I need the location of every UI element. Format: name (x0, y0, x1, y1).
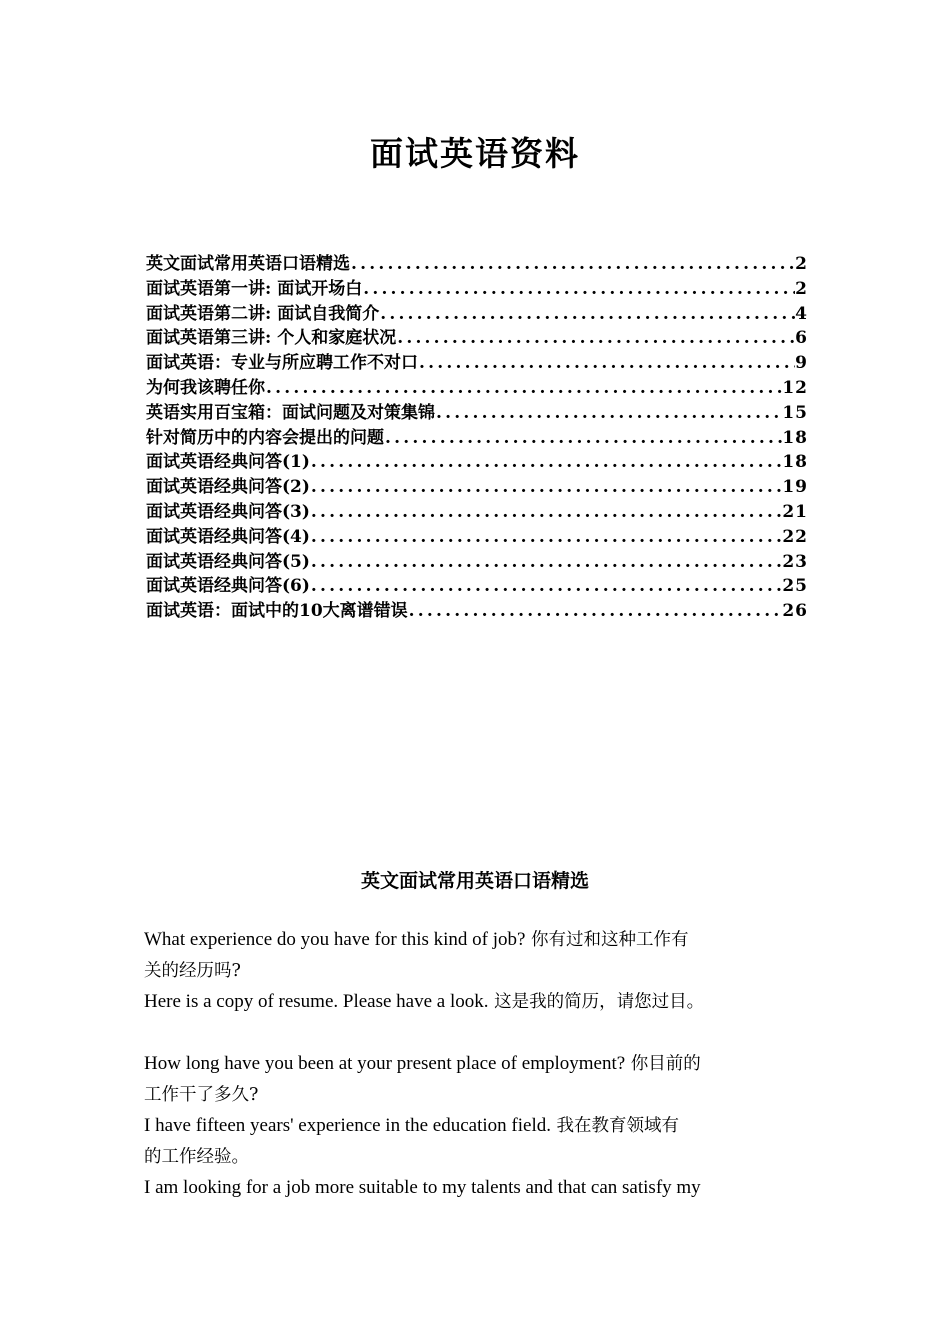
toc-page-number: 18 (782, 452, 808, 473)
english-text: How long have you been at your present place of employment? (144, 1053, 626, 1074)
toc-dot-leader (351, 254, 795, 274)
chinese-text: 你目前的 (625, 1054, 701, 1074)
toc-page-number: 6 (795, 328, 808, 349)
toc-entry-title: 面试英语经典问答(2) (146, 477, 310, 497)
section-heading: 英文面试常用英语口语精选 (360, 870, 589, 892)
chinese-text: 工作干了多久? (144, 1085, 259, 1105)
toc-entry[interactable] (146, 472, 808, 497)
body-line (144, 955, 824, 986)
english-text: What experience do you have for this kind of job? (144, 929, 526, 950)
toc-dot-leader (397, 328, 795, 348)
toc-page-number: 22 (782, 526, 808, 547)
table-of-contents (146, 249, 808, 621)
chinese-text: 你有过和这种工作有 (525, 930, 689, 950)
toc-dot-leader (311, 502, 782, 522)
toc-entry-title: 面试英语经典问答(3) (146, 501, 310, 522)
toc-page-number: 19 (782, 477, 808, 497)
english-text: I have fifteen years' experience in the education field. (144, 1115, 551, 1136)
toc-entry[interactable] (146, 398, 808, 423)
body-line (144, 1172, 824, 1203)
toc-entry[interactable] (146, 348, 808, 373)
toc-dot-leader (266, 378, 782, 398)
body-line (144, 1048, 824, 1079)
toc-dot-leader (419, 353, 795, 373)
toc-page-number: 23 (782, 551, 808, 572)
body-line (144, 1110, 824, 1141)
toc-dot-leader (363, 279, 795, 299)
toc-page-number: 9 (795, 353, 808, 373)
toc-entry[interactable] (146, 299, 808, 324)
toc-entry-title: 为何我该聘任你 (146, 377, 265, 398)
toc-page-number: 4 (795, 303, 808, 324)
document-title: 面试英语资料 (370, 134, 580, 173)
toc-entry-title: 面试英语第二讲: 面试自我简介 (146, 303, 380, 324)
english-text: Here is a copy of resume. Please have a look. (144, 991, 489, 1012)
toc-entry[interactable] (146, 596, 808, 621)
toc-entry[interactable] (146, 373, 808, 398)
toc-entry-title: 英文面试常用英语口语精选 (146, 254, 350, 274)
chinese-text: 这是我的简历，请您过目。 (488, 992, 705, 1012)
toc-dot-leader (380, 304, 795, 324)
toc-page-number: 21 (782, 501, 808, 522)
blank-line (144, 1017, 824, 1048)
toc-page-number: 26 (782, 601, 808, 621)
body-line (144, 986, 824, 1017)
toc-entry[interactable] (146, 571, 808, 596)
toc-entry-title: 面试英语：专业与所应聘工作不对口 (146, 353, 418, 373)
chinese-text: 的工作经验。 (144, 1147, 249, 1167)
english-text: I am looking for a job more suitable to my talents and that can satisfy my (144, 1177, 701, 1198)
toc-entry[interactable] (146, 522, 808, 547)
toc-page-number: 25 (782, 576, 808, 597)
toc-dot-leader (311, 527, 782, 547)
toc-page-number: 18 (782, 427, 808, 448)
toc-entry-title: 面试英语经典问答(4) (146, 526, 310, 547)
toc-page-number: 15 (782, 402, 808, 423)
toc-entry-title: 面试英语第三讲: 个人和家庭状况 (146, 328, 397, 349)
toc-page-number: 2 (795, 254, 808, 274)
body-line (144, 924, 824, 955)
toc-entry-title: 面试英语经典问答(6) (146, 576, 310, 597)
body-line (144, 1141, 824, 1172)
toc-dot-leader (409, 601, 783, 621)
toc-entry-title: 针对简历中的内容会提出的问题 (146, 427, 384, 448)
toc-page-number: 12 (782, 377, 808, 398)
toc-dot-leader (311, 477, 782, 497)
toc-dot-leader (385, 428, 782, 448)
toc-entry[interactable] (146, 274, 808, 299)
toc-dot-leader (311, 576, 782, 596)
toc-entry-title: 面试英语经典问答(1) (146, 452, 310, 473)
toc-entry-title: 英语实用百宝箱：面试问题及对策集锦 (146, 402, 435, 423)
toc-dot-leader (311, 552, 782, 572)
chinese-text: 我在教育领域有 (550, 1116, 680, 1136)
toc-entry-title: 面试英语经典问答(5) (146, 551, 310, 572)
toc-entry[interactable] (146, 547, 808, 572)
toc-dot-leader (436, 403, 782, 423)
toc-entry[interactable] (146, 447, 808, 472)
toc-entry-title: 面试英语第一讲: 面试开场白 (146, 278, 363, 299)
toc-page-number: 2 (795, 278, 808, 299)
toc-entry[interactable] (146, 497, 808, 522)
toc-entry[interactable] (146, 323, 808, 348)
toc-entry-title: 面试英语：面试中的10大离谱错误 (146, 601, 408, 621)
chinese-text: 关的经历吗? (144, 961, 241, 981)
toc-dot-leader (311, 452, 782, 472)
section-body (144, 924, 824, 1203)
toc-entry[interactable] (146, 249, 808, 274)
body-line (144, 1079, 824, 1110)
toc-entry[interactable] (146, 423, 808, 448)
